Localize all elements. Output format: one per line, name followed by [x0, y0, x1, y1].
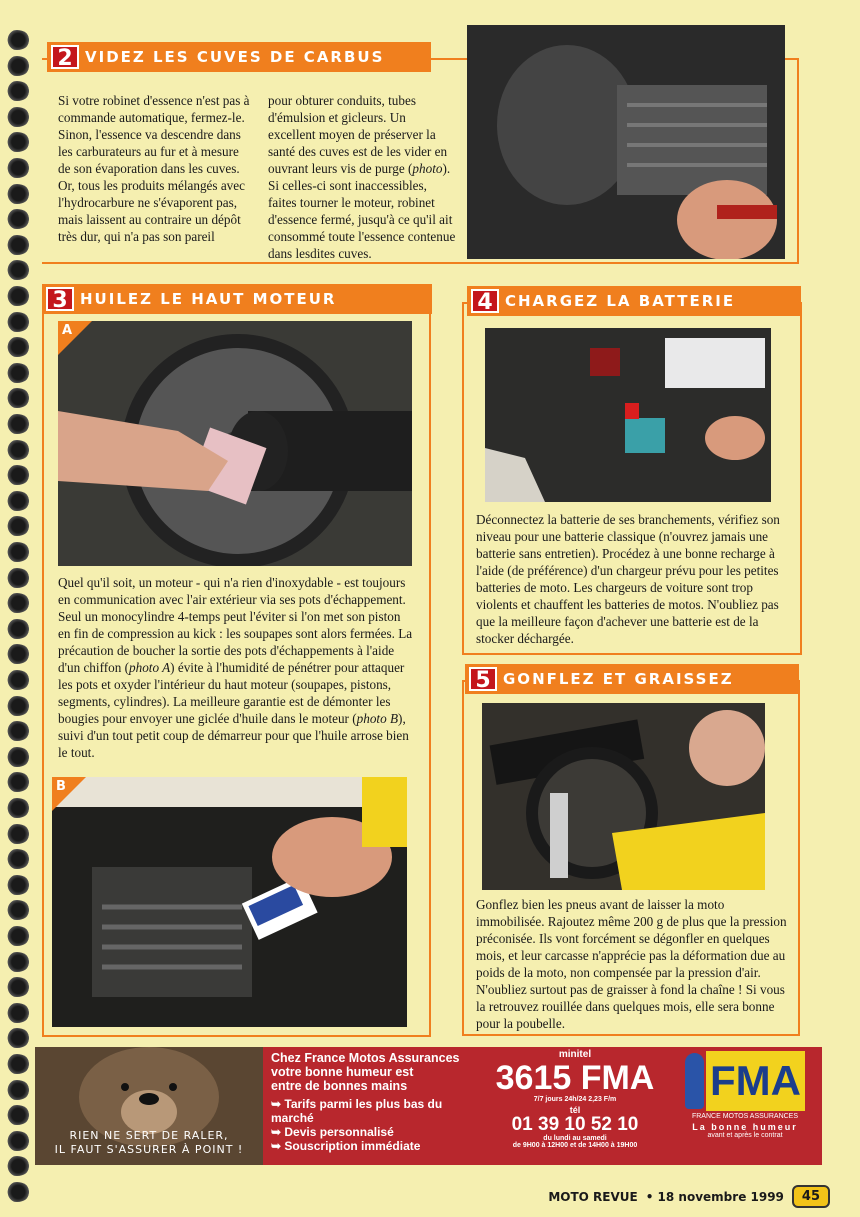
spiral-ring [4, 491, 30, 511]
magazine-name: MOTO REVUE [548, 1189, 638, 1204]
section-3-text [58, 574, 414, 761]
section-2-col2 [268, 92, 456, 262]
section-number: 3 [46, 287, 74, 311]
photo-tag-label: A [62, 323, 73, 338]
section-title: CHARGEZ LA BATTERIE [505, 292, 736, 310]
spiral-ring [4, 926, 30, 946]
bear-photo [35, 1047, 263, 1165]
paragraph: ), suivi d'un tout petit coup de démarreur pour que l'huile arrose bien le tout. [58, 711, 409, 760]
spiral-ring [4, 1131, 30, 1151]
photo-tag-label: B [56, 779, 66, 794]
photo-battery [485, 328, 771, 502]
spiral-ring [4, 286, 30, 306]
photo-ref: photo B [356, 711, 399, 726]
issue-date: • 18 novembre 1999 [645, 1189, 784, 1204]
photo-tire [482, 703, 765, 890]
spiral-ring [4, 260, 30, 280]
section-number: 2 [51, 45, 79, 69]
ad-bullet-text: Tarifs parmi les plus bas du marché [271, 1097, 443, 1125]
spiral-ring [4, 1105, 30, 1125]
rider-icon [685, 1053, 704, 1109]
spiral-ring [4, 1080, 30, 1100]
spiral-ring [4, 1028, 30, 1048]
spiral-ring [4, 107, 30, 127]
photo-tag [58, 321, 92, 355]
logo-tagline-2: avant et après le contrat [707, 1132, 783, 1139]
photo-ref: photo [412, 161, 443, 176]
spiral-ring [4, 209, 30, 229]
paragraph: Déconnectez la batterie de ses branchements, vérifiez son niveau pour une batterie classique (n'ouvrez jamais une batterie sans entretien). Procédez à une bonne recharge à l'aide (de préférence) d'un chargeur prévu pour les petites batteries de moto. Les chargeurs de voiture sont trop violents et chauffent les batteries de motos. N'oubliez pas que la meilleure façon d'achever une batterie est de la stocker déchargée. [476, 512, 780, 646]
spiral-ring [4, 440, 30, 460]
spiral-ring [4, 798, 30, 818]
paragraph: pour obturer conduits, tubes d'émulsion et gicleurs. Un excellent moyen de préserver la santé des cuves est de les vider en ouvrant leurs vis de purge ( [268, 93, 448, 176]
section-number: 5 [469, 667, 497, 691]
section-4-text [476, 511, 790, 647]
minitel-number: 3615 FMA [495, 1059, 655, 1097]
spiral-ring [4, 56, 30, 76]
spiral-ring [4, 542, 30, 562]
spiral-ring [4, 312, 30, 332]
minitel-label: minitel [558, 1049, 592, 1060]
paragraph: ) évite à l'humidité de pénétrer pour attaquer les pots et oxyder l'intérieur du haut moteur (soupapes, pistons, segments, cylindres). La meilleure garantie est de démonter les bougies pour envoyer une giclée d'huile dans le moteur ( [58, 660, 405, 726]
page-number: 45 [792, 1185, 830, 1208]
section-4-header [467, 286, 801, 316]
logo-text: FMA [706, 1051, 805, 1111]
spiral-ring [4, 619, 30, 639]
tire-image [482, 703, 765, 890]
photo-ref: photo A [129, 660, 171, 675]
spiral-ring [4, 670, 30, 690]
photo-b-oil [52, 777, 407, 1027]
spiral-ring [4, 465, 30, 485]
spiral-ring [4, 235, 30, 255]
spiral-ring [4, 568, 30, 588]
spiral-ring [4, 414, 30, 434]
minitel-hours: 7/7 jours 24h/24 2,23 F/m [533, 1096, 617, 1103]
oil-image [52, 777, 407, 1027]
section-title: HUILEZ LE HAUT MOTEUR [80, 290, 337, 308]
paragraph: Si votre robinet d'essence n'est pas à commande automatique, fermez-le. Sinon, l'essence va descendre dans les carburateurs au fur et à mesure de son évaporation dans les cuves. Or, tous les produits mélangés avec l'hydrocarbure ne s'évaporent pas, mais laissent au contraire un dépôt très dur, qui n'a pas son pareil [58, 93, 250, 244]
spiral-ring [4, 644, 30, 664]
section-3-header [42, 284, 432, 314]
spiral-ring [4, 875, 30, 895]
section-2-header [47, 42, 431, 72]
ad-bullet-text: Souscription immédiate [284, 1139, 421, 1153]
section-5-text [476, 896, 788, 1032]
photo-carburetor [467, 25, 785, 259]
spiral-ring [4, 849, 30, 869]
paragraph: Quel qu'il soit, un moteur - qui n'a rien d'inoxydable - est toujours en communication avec l'air extérieur via ses pots d'échappement. Seul un monocylindre 4-temps peut l'éviter si l'on met son piston en fin de compression au kick : les soupapes sont alors fermées. La précaution de boucher la sortie des pots d'échappements à l'aide d'un chiffon ( [58, 575, 413, 675]
fma-advertisement [35, 1047, 822, 1165]
carburetor-image [467, 25, 785, 259]
ad-bullet [271, 1139, 481, 1153]
spiral-ring [4, 132, 30, 152]
section-title: GONFLEZ ET GRAISSEZ [503, 670, 734, 688]
paragraph: Gonflez bien les pneus avant de laisser la moto immobilisée. Rajoutez même 200 g de plus que la pression préconisée. Ils vont forcément se dégonfler en quelques mois, et leur carcasse n'apprécie pas la déformation due au poids de la moto, non compensée par la pression d'air. N'oubliez surtout pas de graisser à fond la chaîne ! Si vous la retrouvez rouillée dans quelques mois, elle sera bonne pour la poubelle. [476, 897, 787, 1031]
spiral-ring [4, 593, 30, 613]
page-footer [548, 1185, 830, 1208]
spiral-ring [4, 721, 30, 741]
ad-headline-1: Chez France Motos Assurances [271, 1051, 460, 1065]
bear-caption-2: IL FAUT S'ASSURER À POINT ! [54, 1143, 244, 1156]
battery-image [485, 328, 771, 502]
photo-a-exhaust [58, 321, 412, 566]
spiral-ring [4, 1003, 30, 1023]
fma-logo [685, 1051, 805, 1161]
spiral-ring [4, 977, 30, 997]
tel-days: du lundi au samedi [543, 1135, 607, 1142]
ad-headline-3: entre de bonnes mains [271, 1079, 408, 1093]
section-title: VIDEZ LES CUVES DE CARBUS [85, 48, 385, 66]
ad-bullet-text: Devis personnalisé [284, 1125, 394, 1139]
ad-bullet [271, 1097, 481, 1125]
spiral-ring [4, 952, 30, 972]
spiral-ring [4, 747, 30, 767]
tel-number: 01 39 10 52 10 [511, 1114, 639, 1135]
section-5-header [465, 664, 799, 694]
paragraph: ). Si celles-ci sont inaccessibles, faites tourner le moteur, robinet d'essence fermé, jusqu'à ce qu'il ait consommé toute l'essence contenue dans lesdites cuves. [268, 161, 456, 261]
spiral-ring [4, 772, 30, 792]
ad-bullet [271, 1125, 481, 1139]
spiral-binding [0, 0, 34, 1217]
spiral-ring [4, 30, 30, 50]
spiral-ring [4, 1054, 30, 1074]
arrow-icon: ➥ [271, 1097, 285, 1111]
bear-caption-1: RIEN NE SERT DE RALER, [69, 1129, 229, 1142]
tel-label: tél [569, 1105, 581, 1115]
spiral-ring [4, 363, 30, 383]
arrow-icon: ➥ [271, 1139, 285, 1153]
photo-tag [52, 777, 86, 811]
logo-subtitle: FRANCE MOTOS ASSURANCES [691, 1113, 799, 1120]
arrow-icon: ➥ [271, 1125, 285, 1139]
spiral-ring [4, 388, 30, 408]
spiral-ring [4, 337, 30, 357]
spiral-ring [4, 158, 30, 178]
exhaust-image [58, 321, 412, 566]
spiral-ring [4, 1182, 30, 1202]
section-2-col1 [58, 92, 250, 245]
spiral-ring [4, 184, 30, 204]
spiral-ring [4, 824, 30, 844]
spiral-ring [4, 696, 30, 716]
ad-headline-2: votre bonne humeur est [271, 1065, 414, 1079]
spiral-ring [4, 900, 30, 920]
spiral-ring [4, 81, 30, 101]
section-number: 4 [471, 289, 499, 313]
logo-tagline-1: La bonne humeur [692, 1122, 798, 1132]
spiral-ring [4, 516, 30, 536]
spiral-ring [4, 1156, 30, 1176]
tel-hours: de 9H00 à 12H00 et de 14H00 à 19H00 [512, 1142, 638, 1149]
